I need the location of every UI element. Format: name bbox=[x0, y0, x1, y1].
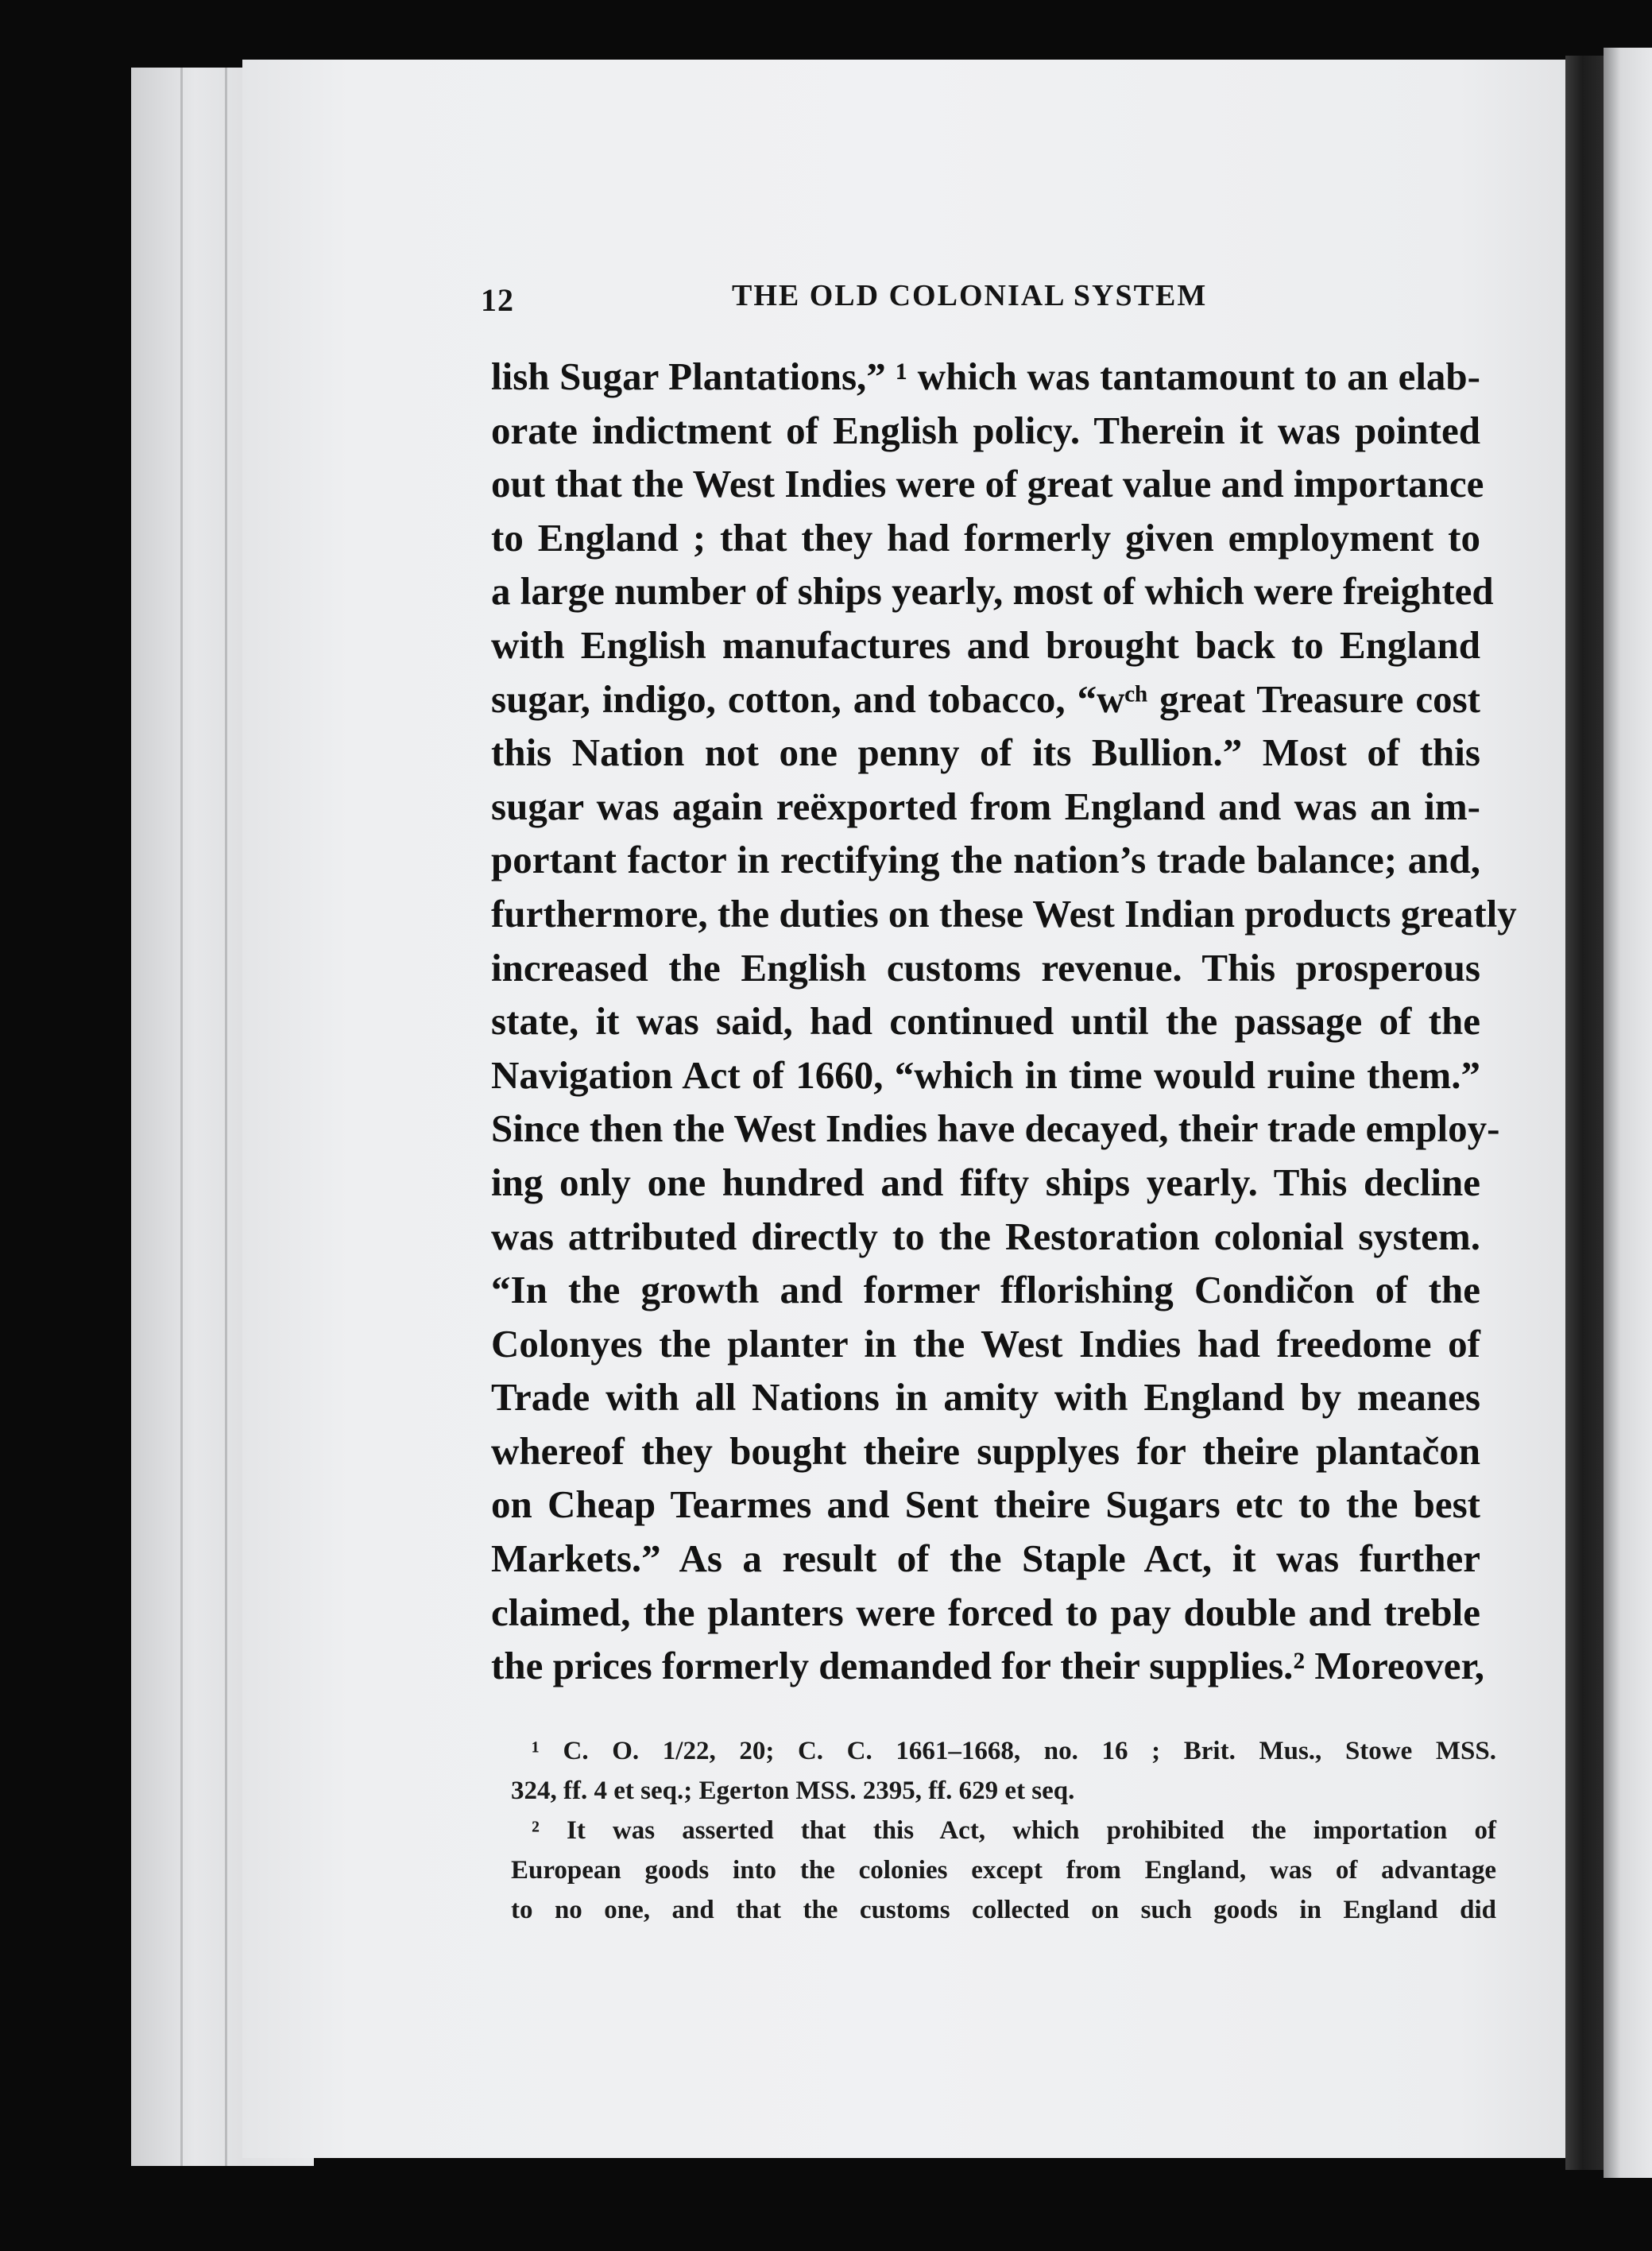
text-line: was attributed directly to the Restoration colonial system. bbox=[491, 1214, 1480, 1258]
page-number: 12 bbox=[481, 282, 514, 318]
text-line: Since then the West Indies have decayed, their trade employ- bbox=[491, 1106, 1500, 1151]
text-line: lish Sugar Plantations,” ¹ which was tantamount to an elab- bbox=[491, 355, 1480, 398]
text-line: increased the English customs revenue. This prosperous bbox=[491, 945, 1480, 990]
text-line: out that the West Indies were of great value and importance bbox=[491, 462, 1484, 506]
facing-page-edge bbox=[1604, 48, 1652, 2178]
text-line: sugar was again reëxported from England and was an im- bbox=[491, 784, 1480, 828]
footnotes bbox=[511, 1731, 1496, 1930]
text-line: furthermore, the duties on these West Indian products greatly bbox=[491, 891, 1517, 936]
book-binding bbox=[1565, 56, 1604, 2170]
text-line: the prices formerly demanded for their supplies.² Moreover, bbox=[491, 1644, 1484, 1688]
text-line: to England ; that they had formerly given employment to bbox=[491, 515, 1480, 560]
text-line: Colonyes the planter in the West Indies had freedome of bbox=[491, 1321, 1480, 1366]
text-line: whereof they bought theire supplyes for theire plantačon bbox=[491, 1428, 1480, 1473]
text-line: Markets.” As a result of the Staple Act, it was further bbox=[491, 1536, 1480, 1581]
page-header bbox=[481, 278, 1498, 326]
text-line: state, it was said, had continued until the passage of the bbox=[491, 999, 1480, 1044]
footnote-line: 324, ff. 4 et seq.; Egerton MSS. 2395, ff. 629 et seq. bbox=[511, 1776, 1075, 1805]
text-line: this Nation not one penny of its Bullion.” Most of this bbox=[491, 730, 1480, 775]
text-line: portant factor in rectifying the nation’s trade balance; and, bbox=[491, 838, 1480, 882]
footnote-line: ¹ C. O. 1/22, 20; C. C. 1661–1668, no. 16 ; Brit. Mus., Stowe MSS. bbox=[532, 1737, 1496, 1765]
text-line: a large number of ships yearly, most of which were freighted bbox=[491, 569, 1494, 614]
footnote-line: to no one, and that the customs collected on such goods in England did bbox=[511, 1896, 1496, 1924]
text-line: ing only one hundred and fifty ships yearly. This decline bbox=[491, 1160, 1480, 1204]
text-line: Trade with all Nations in amity with England by meanes bbox=[491, 1375, 1480, 1420]
body-text bbox=[491, 350, 1517, 1693]
text-line: claimed, the planters were forced to pay double and treble bbox=[491, 1590, 1480, 1634]
text-line: sugar, indigo, cotton, and tobacco, “wᶜʰ great Treasure cost bbox=[491, 676, 1480, 721]
text-line: on Cheap Tearmes and Sent theire Sugars etc to the best bbox=[491, 1482, 1480, 1527]
text-line: with English manufactures and brought back to England bbox=[491, 622, 1480, 667]
page-edge-line bbox=[225, 68, 227, 2166]
running-title: THE OLD COLONIAL SYSTEM bbox=[732, 279, 1208, 312]
footnote-line: ² It was asserted that this Act, which prohibited the importation of bbox=[532, 1816, 1496, 1845]
text-line: orate indictment of English policy. Therein it was pointed bbox=[491, 408, 1480, 452]
page-edge-line bbox=[180, 68, 183, 2166]
text-line: Navigation Act of 1660, “which in time would ruine them.” bbox=[491, 1052, 1480, 1097]
text-line: “In the growth and former fflorishing Condičon of the bbox=[491, 1268, 1480, 1312]
footnote-line: European goods into the colonies except from England, was of advantage bbox=[511, 1856, 1496, 1885]
